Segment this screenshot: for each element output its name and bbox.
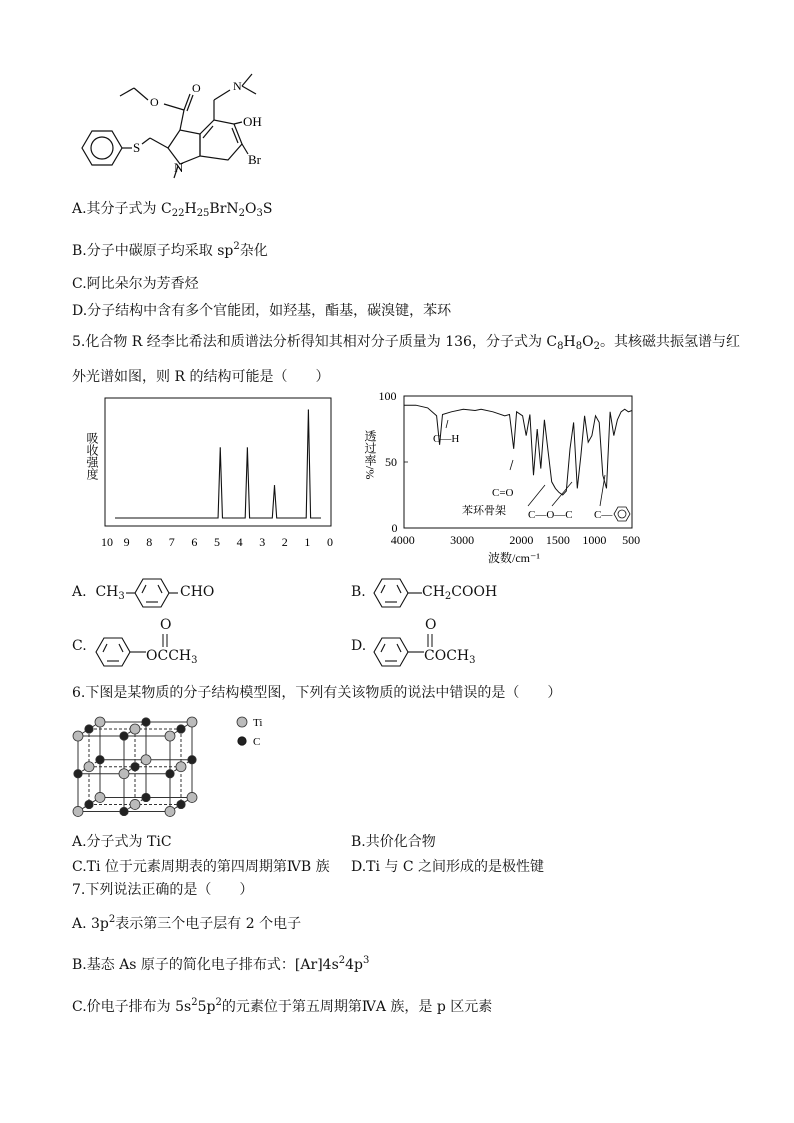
c-atom — [142, 718, 150, 726]
c-atom — [188, 756, 196, 764]
q5-option-a: A. $CH_3$ — [72, 584, 125, 602]
oh-label: OH — [243, 114, 262, 129]
tic-crystal-model — [70, 702, 230, 820]
svg-text:O: O — [150, 95, 159, 109]
q5-option-d: D. — [351, 638, 367, 654]
ir-ytick: 100 — [378, 389, 397, 403]
svg-text:O: O — [192, 81, 201, 95]
ir-xtick: 500 — [622, 533, 641, 547]
br-label: Br — [248, 152, 261, 167]
c-atom — [85, 725, 93, 733]
q5-option-c: C. — [72, 638, 87, 654]
arbidol-structure — [72, 60, 272, 190]
nmr-xtick: 9 — [123, 535, 130, 549]
q4-option-d: D.分子结构中含有多个官能团，如羟基，酯基，碳溴键，苯环 — [72, 303, 452, 319]
nmr-xtick: 8 — [146, 535, 153, 549]
q4-option-a: A.其分子式为 $C_{22}H_{25}BrN_2O_3S$ — [72, 201, 273, 219]
ti-atom — [187, 717, 197, 727]
nmr-xtick: 2 — [281, 535, 288, 549]
q5-stem-line2: 外光谱如图，则 R 的结构可能是（ ） — [72, 369, 330, 385]
q5-c-benzene-ring — [94, 634, 148, 670]
c-atom — [96, 756, 104, 764]
ir-ytick: 50 — [385, 455, 397, 469]
crystal-legend — [234, 712, 284, 752]
ir-annot-phenyl-icon — [614, 507, 630, 521]
ti-atom — [187, 792, 197, 802]
ti-atom — [95, 792, 105, 802]
q5-a-cho: CHO — [180, 584, 215, 600]
q6-option-a: A.分子式为 TiC — [72, 834, 172, 850]
ti-atom — [165, 731, 175, 741]
ir-ylabel: 透过率/% — [363, 430, 377, 480]
ir-annot-coc: C—O—C — [528, 509, 573, 521]
q5-d-double-bond — [425, 633, 437, 649]
c-atom — [177, 800, 185, 808]
ti-atom — [95, 717, 105, 727]
c-atom — [131, 763, 139, 771]
ti-atom — [119, 769, 129, 779]
q7-stem: 7.下列说法正确的是（ ） — [72, 882, 254, 898]
c-atom — [142, 793, 150, 801]
q7-option-b: B.基态 As 原子的简化电子排布式：$[Ar]4s^24p^3$ — [72, 955, 370, 973]
ir-spectrum-chart — [360, 380, 660, 570]
nmr-xtick: 1 — [304, 535, 311, 549]
ir-xtick: 2000 — [509, 533, 534, 547]
legend-ti-atom — [237, 717, 247, 727]
nmr-spectrum-chart — [82, 392, 352, 557]
legend-ti-label: Ti — [253, 717, 263, 729]
q6-option-b: B.共价化合物 — [351, 834, 436, 850]
ti-atom — [73, 806, 83, 816]
q5-d-carbonyl-o: O — [425, 617, 437, 633]
nmr-peak-3 — [274, 485, 275, 486]
c-atom — [120, 732, 128, 740]
ir-xtick: 1500 — [545, 533, 570, 547]
q6-option-d: D.Ti 与 C 之间形成的是极性键 — [351, 859, 545, 875]
ti-atom — [130, 799, 140, 809]
ti-atom — [130, 724, 140, 734]
q5-stem-line1: 5.化合物 R 经李比希法和质谱法分析得知其相对分子质量为 136，分子式为 $C_8H_8O_2$。其核磁共振氢谱与红 — [72, 334, 740, 352]
q4-option-c: C.阿比朵尔为芳香烃 — [72, 276, 199, 292]
ti-atom — [165, 806, 175, 816]
c-atom — [120, 807, 128, 815]
q5-option-b: B. — [351, 584, 366, 600]
nmr-xtick: 3 — [259, 535, 266, 549]
ir-xtick: 1000 — [582, 533, 607, 547]
c-atom — [85, 800, 93, 808]
ir-annot-ch: C—H — [433, 433, 460, 445]
q5-a-benzene-ring — [126, 576, 180, 610]
ir-xtick: 4000 — [390, 533, 415, 547]
q4-option-b: B.分子中碳原子均采取 $sp^2$杂化 — [72, 241, 268, 259]
c-atom — [74, 770, 82, 778]
nmr-trace — [115, 410, 321, 518]
nmr-xtick: 7 — [168, 535, 175, 549]
q7-option-c: C.价电子排布为 $5s^25p^2$的元素位于第五周期第ⅣA 族，是 p 区元素 — [72, 997, 493, 1015]
ir-ytick: 0 — [391, 521, 398, 535]
q5-c-double-bond — [160, 633, 172, 649]
legend-c-label: C — [253, 736, 261, 748]
nmr-peak-4 — [308, 409, 309, 410]
nmr-peak-1 — [220, 447, 221, 448]
nmr-xtick: 0 — [327, 535, 333, 549]
q5-b-ch2cooh: $CH_2COOH$ — [422, 584, 498, 602]
q5-d-ester: $COCH_3$ — [424, 648, 476, 666]
q6-option-c: C.Ti 位于元素周期表的第四周期第ⅣB 族 — [72, 859, 330, 875]
q5-b-benzene-ring — [372, 576, 424, 610]
ir-xlabel: 波数/cm⁻¹ — [488, 551, 540, 565]
nmr-ylabel: 吸收强度 — [85, 432, 99, 480]
nmr-xtick: 10 — [101, 535, 113, 549]
q5-d-benzene-ring — [372, 634, 426, 670]
nmr-xtick: 4 — [236, 535, 243, 549]
nmr-xtick: 5 — [214, 535, 220, 549]
ti-atom — [73, 731, 83, 741]
q5-c-ester: $OCCH_3$ — [146, 648, 198, 666]
ti-atom — [141, 755, 151, 765]
ir-trace — [404, 405, 632, 495]
legend-c-atom — [238, 737, 246, 745]
q6-stem: 6.下图是某物质的分子结构模型图，下列有关该物质的说法中错误的是（ ） — [72, 685, 562, 701]
n-label: N — [174, 160, 184, 175]
ir-annot-ring: 苯环骨架 — [462, 505, 506, 517]
ti-atom — [176, 762, 186, 772]
ti-atom — [84, 762, 94, 772]
q7-option-a: A. $3p^2$表示第三个电子层有 2 个电子 — [72, 914, 302, 932]
ir-annot-cph: C— — [594, 509, 613, 521]
ir-xtick: 3000 — [450, 533, 475, 547]
s-label: S — [133, 140, 141, 155]
c-atom — [166, 770, 174, 778]
nmr-peak-2 — [247, 447, 248, 448]
n-atom-top: N — [233, 79, 242, 93]
q5-c-carbonyl-o: O — [160, 617, 172, 633]
ir-annot-co: C=O — [492, 487, 514, 499]
nmr-xtick: 6 — [191, 535, 198, 549]
c-atom — [177, 725, 185, 733]
